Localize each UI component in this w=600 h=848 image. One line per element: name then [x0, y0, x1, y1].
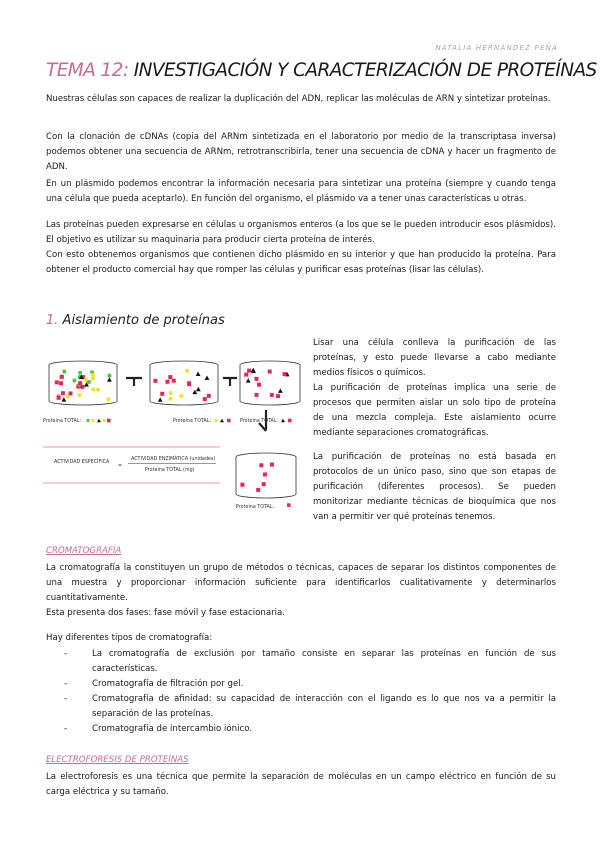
molecule [106, 397, 110, 401]
cromatografia-paragraph-1: La cromatografía la constituyen un grupo de métodos o técnicas, capaces de separar los distintos componentes de una muestra y proporcionar información suficiente para identificarlos cualitativamente y determinarlos cuantitativamente. [46, 563, 556, 603]
molecule [77, 393, 81, 397]
molecule [203, 397, 207, 401]
legend-symbols-3 [281, 419, 292, 423]
molecule [207, 394, 211, 398]
molecule [61, 391, 65, 395]
molecule [66, 395, 70, 399]
molecule [262, 482, 266, 486]
list-item: - La cromatografía de exclusión por tamaño consiste en separar las proteínas en función de sus características. [46, 647, 556, 677]
molecule [165, 380, 169, 384]
legend-symbols-1 [86, 419, 110, 423]
molecule [68, 391, 72, 395]
container-step-2 [240, 361, 300, 405]
author-name: NATALIA HERNÁNDEZ PEÑA [435, 44, 558, 52]
cromatografia-paragraph-2: Esta presenta dos fases: fase móvil y fase estacionaria. [46, 608, 286, 618]
molecule [96, 388, 100, 392]
molecule [55, 380, 59, 384]
formula-left: ACTIVIDAD ESPECÍFICA [54, 460, 110, 465]
section-number: 1. [46, 313, 59, 328]
molecule [187, 382, 191, 386]
molecule [270, 393, 274, 397]
legend-symbol-4 [287, 503, 291, 507]
total-protein-label-4: Proteína TOTAL: [236, 505, 275, 510]
aislamiento-paragraph-1: Lisar una célula conlleva la purificación de las proteínas, y esto puede llevarse a cabo mediante medios físicos o químicos. [313, 338, 556, 378]
molecule [62, 370, 66, 374]
aislamiento-paragraph-2: La purificación de proteínas implica una serie de procesos que permiten aislar un solo tipo de proteína de una mezcla compleja. Este aislamiento ocurre mediante separaciones cromatográficas. [313, 383, 556, 438]
molecule [91, 373, 95, 377]
intro-paragraph-2: Con la clonación de cDNAs (copia del ARNm sintetizada en el laboratorio por medio de la transcriptasa inversa) podemos obtener una secuencia de ARNm, retrotranscribirla, tener una secuencia de cDNA y hacer un fragmento de ADN. [46, 132, 556, 172]
molecule [168, 397, 172, 401]
molecule [59, 381, 63, 385]
cromatografia-types-list [46, 647, 556, 737]
molecule [91, 376, 95, 380]
molecule [257, 383, 261, 387]
total-protein-label-1: Proteína TOTAL: [43, 419, 82, 424]
list-item: - Cromatografía de afinidad: su capacidad de interacción con el ligando es lo que nos va a permitir la separación de las proteínas. [46, 692, 556, 722]
molecule [172, 379, 176, 383]
title-text: INVESTIGACIÓN Y CARACTERIZACIÓN DE PROTEÍNAS [133, 60, 597, 81]
intro-paragraph-3: En un plásmido podemos encontrar la información necesaria para sintetizar una proteína (siempre y cuando tenga una célula que pueda aceptarlo). En función del organismo, el plásmido va a tener unas características u otras. [46, 179, 556, 204]
molecule [240, 483, 244, 487]
cromatografia-paragraph-3: Hay diferentes tipos de cromatografía: [46, 633, 213, 643]
molecule [255, 377, 259, 381]
molecule [263, 472, 267, 476]
section-title: Aislamiento de proteínas [62, 313, 225, 328]
total-protein-label-2: Proteína TOTAL: [173, 419, 212, 424]
molecule [256, 488, 260, 492]
arrow-right-2 [223, 378, 237, 386]
molecule [247, 369, 251, 373]
molecule [107, 374, 111, 378]
molecule [259, 463, 263, 467]
molecule [270, 463, 274, 467]
molecule [57, 396, 61, 400]
molecule [72, 379, 76, 383]
molecule [153, 379, 157, 383]
molecule [160, 392, 164, 396]
intro-paragraph-1: Nuestras células son capaces de realizar la duplicación del ADN, replicar las moléculas de ARN y sintetizar proteínas. [46, 94, 551, 104]
total-protein-label-3: Proteína TOTAL: [240, 419, 279, 424]
molecule [78, 381, 82, 385]
molecule [179, 394, 183, 398]
molecule [276, 394, 280, 398]
electroforesis-heading: ELECTROFORESIS DE PROTEÍNAS [46, 755, 189, 765]
molecule [78, 371, 82, 375]
formula-equals: = [118, 464, 123, 469]
intro-paragraph-5: Con esto obtenemos organismos que contienen dicho plásmido en su interior y que han producido la proteína. Para obtener el producto comercial hay que romper las células y purificar esas proteínas (lisar las células). [46, 250, 556, 275]
specific-activity-formula [43, 447, 220, 483]
cromatografia-heading: CROMATOGRAFÍA [46, 546, 122, 556]
aislamiento-paragraph-3: La purificación de proteínas no está basada en protocolos de un único paso, sino que son etapas de purificación (diferentes procesos). Se pueden monitorizar mediante técnicas de bioquímica que nos van a permitir ver qué proteínas tenemos. [313, 452, 556, 522]
list-item: - Cromatografía de intercambio iónico. [46, 722, 556, 737]
arrow-right-1 [126, 378, 142, 386]
molecule [169, 391, 173, 395]
formula-denominator: Proteína TOTAL (mg) [145, 468, 195, 473]
page-title [46, 60, 597, 81]
title-number: TEMA 12: [46, 60, 129, 81]
molecule [283, 372, 287, 376]
protein-purification-figure [40, 330, 302, 520]
electroforesis-paragraph-1: La electroforesis es una técnica que permite la separación de moléculas en un campo eléctrico en función de su carga eléctrica y su tamaño. [46, 772, 556, 797]
list-item: - Cromatografía de filtración por gel. [46, 677, 556, 692]
molecule [185, 369, 189, 373]
legend-symbols-2 [214, 419, 230, 423]
molecule [87, 380, 91, 384]
molecule [60, 375, 64, 379]
intro-paragraph-4: Las proteínas pueden expresarse en células u organismos enteros (a los que se le pueden introducir esos plásmidos). El objetivo es utilizar su maquinaria para producir cierta proteína de interés. [46, 220, 556, 245]
molecule [268, 370, 272, 374]
molecule [254, 393, 258, 397]
molecule [91, 387, 95, 391]
formula-numerator: ACTIVIDAD ENZIMÁTICA (unidades) [131, 457, 216, 462]
molecule [168, 375, 172, 379]
section-heading-aislamiento [46, 313, 225, 328]
molecule [244, 373, 248, 377]
